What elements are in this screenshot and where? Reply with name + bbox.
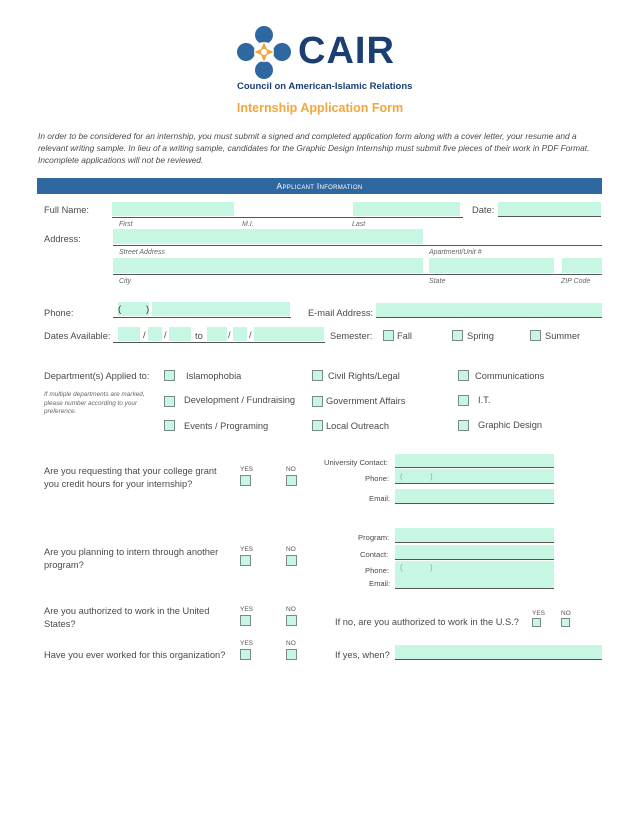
end-month-field[interactable]: [207, 327, 227, 341]
program-email-field[interactable]: [395, 575, 554, 589]
dept-graphic-design-checkbox[interactable]: [458, 420, 469, 431]
apt-sublabel: Apartment/Unit #: [429, 249, 482, 256]
yes-label: YES: [240, 466, 254, 473]
alt-authorization-yes-checkbox[interactable]: [532, 618, 541, 627]
alt-authorization-question: If no, are you authorized to work in the U.S.?: [335, 617, 519, 627]
program-contact-label: Contact:: [360, 550, 389, 559]
first-sublabel: First: [119, 221, 133, 228]
dept-development-label: Development / Fundraising: [184, 395, 296, 405]
spring-label: Spring: [467, 331, 494, 341]
zip-sublabel: ZIP Code: [561, 278, 591, 285]
program-field[interactable]: [395, 528, 554, 543]
credit-hours-yes-checkbox[interactable]: [240, 475, 251, 486]
dept-civil-rights-label: Civil Rights/Legal: [328, 371, 400, 381]
yes-label: YES: [240, 640, 254, 647]
dept-communications-checkbox[interactable]: [458, 370, 469, 381]
start-year-field[interactable]: [169, 327, 191, 341]
street-address-field[interactable]: [113, 229, 423, 244]
program-label: Program:: [358, 533, 390, 542]
intro-text: In order to be considered for an internship, you must submit a signed and completed application form along with a cover letter, your resume and a relevant writing sample. In lieu of a writing sample, candidates for the Graphic Design Internship must submit five pieces of their work in PDF Format. Incomplete applications will not be reviewed.: [38, 131, 590, 165]
dept-events-label: Events / Programing: [184, 421, 269, 431]
fall-label: Fall: [397, 331, 412, 341]
university-email-field[interactable]: [395, 489, 554, 504]
date-slash: /: [249, 330, 252, 340]
work-authorization-yes-checkbox[interactable]: [240, 615, 251, 626]
other-program-question: Are you planning to intern through another program?: [44, 547, 219, 570]
end-day-field[interactable]: [233, 327, 247, 341]
worked-before-no-checkbox[interactable]: [286, 649, 297, 660]
to-label: to: [195, 331, 203, 341]
no-label: NO: [561, 610, 571, 617]
worked-before-yes-checkbox[interactable]: [240, 649, 251, 660]
program-contact-field[interactable]: [395, 545, 554, 560]
program-phone-paren-close: ): [430, 563, 433, 572]
semester-label: Semester:: [330, 331, 373, 341]
dept-development-checkbox[interactable]: [164, 396, 175, 407]
dept-government-label: Government Affairs: [326, 396, 406, 406]
mi-sublabel: M.I.: [242, 221, 254, 228]
first-name-field[interactable]: [112, 202, 234, 216]
yes-label: YES: [240, 546, 254, 553]
university-phone-label: Phone:: [365, 474, 390, 483]
date-slash: /: [228, 330, 231, 340]
date-label: Date:: [472, 205, 495, 215]
phone-underline: [113, 317, 291, 318]
program-phone-paren-open: (: [400, 563, 403, 572]
dept-islamophobia-checkbox[interactable]: [164, 370, 175, 381]
worked-when-label: If yes, when?: [335, 650, 390, 660]
end-year-field[interactable]: [254, 327, 324, 341]
date-field[interactable]: [498, 202, 601, 217]
dept-it-checkbox[interactable]: [458, 395, 469, 406]
dept-islamophobia-label: Islamophobia: [186, 371, 242, 381]
dept-it-label: I.T.: [478, 395, 491, 405]
worked-before-question: Have you ever worked for this organization?: [44, 650, 226, 660]
program-email-label: Email:: [369, 579, 391, 588]
dept-local-outreach-label: Local Outreach: [326, 421, 390, 431]
phone-label: Phone:: [44, 308, 74, 318]
last-name-field[interactable]: [353, 202, 460, 216]
program-phone-field[interactable]: [395, 561, 554, 576]
start-day-field[interactable]: [148, 327, 162, 341]
phone-paren-close: ): [146, 304, 150, 315]
form-title: Internship Application Form: [236, 101, 404, 115]
summer-label: Summer: [545, 331, 581, 341]
spring-checkbox[interactable]: [452, 330, 463, 341]
university-phone-paren-close: ): [430, 472, 433, 481]
university-phone-field[interactable]: [395, 469, 554, 484]
state-sublabel: State: [429, 278, 446, 285]
cair-logo-icon: [234, 25, 294, 83]
dept-civil-rights-checkbox[interactable]: [312, 370, 323, 381]
other-program-yes-checkbox[interactable]: [240, 555, 251, 566]
credit-hours-question: Are you requesting that your college grant you credit hours for your internship?: [44, 466, 217, 489]
logo-wordmark: CAIR: [298, 30, 395, 72]
phone-number-field[interactable]: [152, 302, 290, 316]
dept-events-checkbox[interactable]: [164, 420, 175, 431]
last-sublabel: Last: [352, 221, 366, 228]
dept-communications-label: Communications: [475, 371, 545, 381]
address-label: Address:: [44, 234, 81, 244]
no-label: NO: [286, 640, 296, 647]
credit-hours-no-checkbox[interactable]: [286, 475, 297, 486]
dept-local-outreach-checkbox[interactable]: [312, 420, 323, 431]
city-field[interactable]: [113, 258, 423, 273]
city-sublabel: City: [119, 278, 132, 285]
worked-when-field[interactable]: [395, 645, 602, 660]
dept-graphic-design-label: Graphic Design: [478, 420, 543, 430]
full-name-label: Full Name:: [44, 205, 89, 215]
date-slash: /: [164, 330, 167, 340]
street-sublabel: Street Address: [119, 249, 166, 256]
dept-government-checkbox[interactable]: [312, 396, 323, 407]
section-banner: Applicant Information: [37, 178, 602, 194]
email-field[interactable]: [376, 303, 602, 318]
university-email-label: Email:: [369, 494, 391, 503]
street-underline: [113, 245, 602, 246]
alt-authorization-no-checkbox[interactable]: [561, 618, 570, 627]
no-label: NO: [286, 546, 296, 553]
start-month-field[interactable]: [118, 327, 140, 341]
no-label: NO: [286, 466, 296, 473]
name-underline: [112, 217, 463, 218]
state-field[interactable]: [429, 258, 554, 273]
other-program-no-checkbox[interactable]: [286, 555, 297, 566]
organization-name: Council on American-Islamic Relations: [237, 81, 413, 92]
work-authorization-no-checkbox[interactable]: [286, 615, 297, 626]
university-contact-field[interactable]: [395, 454, 554, 468]
phone-paren-open: (: [118, 304, 122, 315]
dates-available-label: Dates Available:: [44, 331, 111, 341]
no-label: NO: [286, 606, 296, 613]
university-phone-paren-open: (: [400, 472, 403, 481]
work-authorization-question: Are you authorized to work in the United States?: [44, 606, 210, 629]
yes-label: YES: [240, 606, 254, 613]
departments-label: Department(s) Applied to:: [44, 371, 150, 381]
yes-label: YES: [532, 610, 546, 617]
fall-checkbox[interactable]: [383, 330, 394, 341]
dates-underline: [113, 342, 325, 343]
zip-field[interactable]: [562, 258, 602, 273]
email-label: E-mail Address:: [308, 308, 374, 318]
university-contact-label: University Contact:: [324, 458, 388, 467]
program-phone-label: Phone:: [365, 566, 390, 575]
city-underline: [113, 274, 602, 275]
phone-area-code-field[interactable]: [118, 302, 149, 316]
date-slash: /: [143, 330, 146, 340]
departments-note: If multiple departments are marked, please number according to your preference.: [44, 391, 145, 415]
summer-checkbox[interactable]: [530, 330, 541, 341]
